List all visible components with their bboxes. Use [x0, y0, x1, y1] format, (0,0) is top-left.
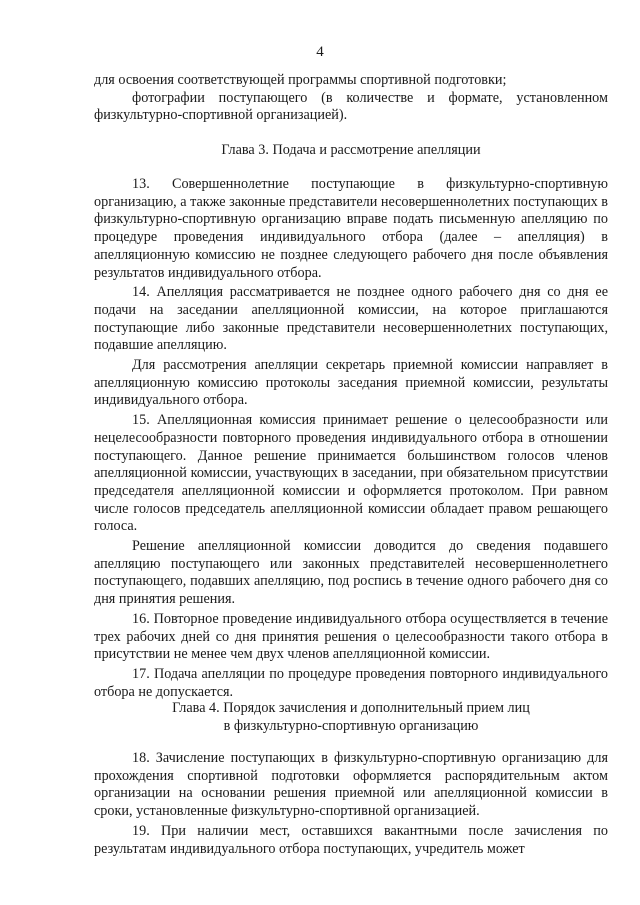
chapter-4-title-line-1: Глава 4. Порядок зачисления и дополнительный прием лиц: [172, 700, 530, 716]
chapter-3-heading: [94, 141, 608, 159]
intro-text: [94, 72, 608, 125]
paragraph-15-decision: Решение апелляционной комиссии доводится до сведения подавшего апелляцию поступающего или законных представителей несовершеннолетнего поступающего, подавших апелляцию, под роспись в течение одного рабочего дня со дня принятия решения.: [94, 538, 608, 608]
chapter-4-heading: [94, 699, 608, 735]
chapter-4-body: [94, 750, 608, 858]
paragraph-15: 15. Апелляционная комиссия принимает решение о целесообразности или нецелесообразности повторного проведения индивидуального отбора в отношении поступающего. Данное решение принимается большинством голосов членов апелляционной комиссии, участвующих в заседании, при обязательном присутствии председателя апелляционной комиссии и оформляется протоколом. При равном числе голосов председатель апелляционной комиссии обладает правом решающего голоса.: [94, 412, 608, 535]
chapter-3-body: [94, 176, 608, 701]
paragraph-17: 17. Подача апелляции по процедуре проведения повторного индивидуального отбора не допускается.: [94, 665, 608, 700]
paragraph-13: 13. Совершеннолетние поступающие в физкультурно-спортивную организацию, а также законные представители несовершеннолетних поступающих в физкультурно-спортивную организацию вправе подать письменную апелляцию по процедуре проведения индивидуального отбора (далее – апелляция) в апелляционную комиссию не позднее следующего рабочего дня после объявления результатов индивидуального отбора.: [94, 176, 608, 281]
intro-paragraph-photos: фотографии поступающего (в количестве и формате, установленном физкультурно-спортивной организацией).: [94, 89, 608, 124]
paragraph-14: 14. Апелляция рассматривается не позднее одного рабочего дня со дня ее подачи на заседании апелляционной комиссии, на которое приглашаются поступающие либо законные представители несовершеннолетних поступающих, подавшие апелляцию.: [94, 284, 608, 354]
paragraph-18: 18. Зачисление поступающих в физкультурно-спортивную организацию для прохождения спортивной подготовки оформляется распорядительным актом организации на основании решения приемной или апелляционной комиссии в сроки, установленные физкультурно-спортивной организацией.: [94, 750, 608, 820]
intro-line-1: для освоения соответствующей программы спортивной подготовки;: [94, 72, 507, 88]
paragraph-14-secretary: Для рассмотрения апелляции секретарь приемной комиссии направляет в апелляционную комиссию протоколы заседания приемной комиссии, результаты индивидуального отбора.: [94, 357, 608, 409]
paragraph-19: 19. При наличии мест, оставшихся вакантными после зачисления по результатам индивидуального отбора поступающих, учредитель может: [94, 822, 608, 857]
paragraph-16: 16. Повторное проведение индивидуального отбора осуществляется в течение трех рабочих дней со дня принятия решения о целесообразности такого отбора в присутствии не менее чем двух членов апелляционной комиссии.: [94, 610, 608, 663]
chapter-3-title: Глава 3. Подача и рассмотрение апелляции: [221, 142, 481, 158]
page-number: 4: [316, 44, 324, 60]
chapter-4-title-line-2: в физкультурно-спортивную организацию: [223, 718, 479, 734]
